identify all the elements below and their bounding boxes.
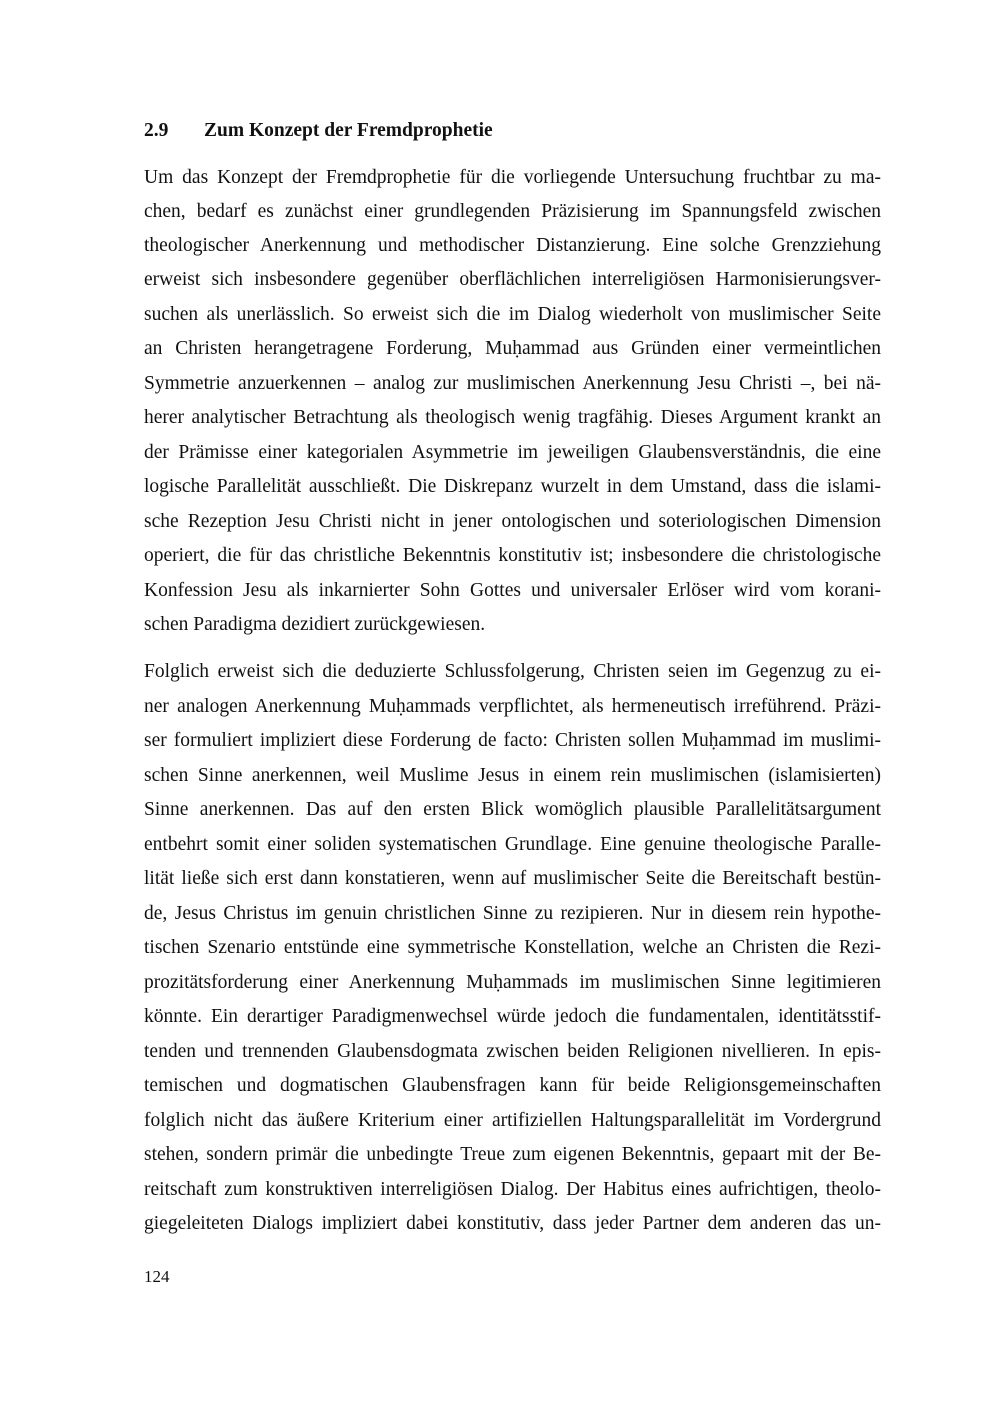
text-line: Um das Konzept der Fremdprophetie für die vorliegende Untersuchung fruchtbar zu ma- bbox=[144, 167, 881, 188]
section-title: Zum Konzept der Fremdprophetie bbox=[204, 120, 493, 141]
text-line: folglich nicht das äußere Kriterium einer artifiziellen Haltungsparallelität im Vordergrund bbox=[144, 1110, 881, 1131]
text-line: könnte. Ein derartiger Paradigmenwechsel würde jedoch die fundamentalen, identitätsstif- bbox=[144, 1006, 881, 1027]
text-line: prozitätsforderung einer Anerkennung Muḥammads im muslimischen Sinne legitimieren bbox=[144, 972, 881, 993]
section-number: 2.9 bbox=[144, 120, 169, 141]
text-line: suchen als unerlässlich. So erweist sich die im Dialog wiederholt von muslimischer Seite bbox=[144, 304, 881, 325]
text-line: tenden und trennenden Glaubensdogmata zwischen beiden Religionen nivellieren. In epis- bbox=[144, 1041, 881, 1062]
text-line: sche Rezeption Jesu Christi nicht in jener ontologischen und soteriologischen Dimension bbox=[144, 511, 881, 532]
text-line: der Prämisse einer kategorialen Asymmetrie im jeweiligen Glaubensverständnis, die eine bbox=[144, 442, 881, 463]
text-line: operiert, die für das christliche Bekenntnis konstitutiv ist; insbesondere die christologische bbox=[144, 545, 881, 566]
text-line: erweist sich insbesondere gegenüber oberflächlichen interreligiösen Harmonisierungsver- bbox=[144, 269, 881, 290]
section-heading bbox=[144, 118, 493, 144]
text-line: temischen und dogmatischen Glaubensfragen kann für beide Religionsgemeinschaften bbox=[144, 1075, 881, 1096]
text-line: reitschaft zum konstruktiven interreligiösen Dialog. Der Habitus eines aufrichtigen, theolo- bbox=[144, 1179, 881, 1200]
text-line: logische Parallelität ausschließt. Die Diskrepanz wurzelt in dem Umstand, dass die islami- bbox=[144, 476, 881, 497]
page-number: 124 bbox=[144, 1267, 170, 1286]
text-line: Sinne anerkennen. Das auf den ersten Blick womöglich plausible Parallelitätsargument bbox=[144, 799, 881, 820]
text-line: lität ließe sich erst dann konstatieren, wenn auf muslimischer Seite die Bereitschaft bestün- bbox=[144, 868, 881, 889]
text-line: Symmetrie anzuerkennen – analog zur muslimischen Anerkennung Jesu Christi –, bei nä- bbox=[144, 373, 881, 394]
text-line: giegeleiteten Dialogs impliziert dabei konstitutiv, dass jeder Partner dem anderen das un- bbox=[144, 1213, 881, 1234]
text-line: tischen Szenario entstünde eine symmetrische Konstellation, welche an Christen die Rezi- bbox=[144, 937, 881, 958]
text-line: theologischer Anerkennung und methodischer Distanzierung. Eine solche Grenzziehung bbox=[144, 235, 881, 256]
text-line: stehen, sondern primär die unbedingte Treue zum eigenen Bekenntnis, gepaart mit der Be- bbox=[144, 1144, 881, 1165]
text-line: Folglich erweist sich die deduzierte Schlussfolgerung, Christen seien im Gegenzug zu ei- bbox=[144, 661, 881, 682]
text-line: schen Paradigma dezidiert zurückgewiesen. bbox=[144, 614, 486, 635]
text-line: ser formuliert impliziert diese Forderung de facto: Christen sollen Muḥammad im muslimi- bbox=[144, 730, 881, 751]
text-line: ner analogen Anerkennung Muḥammads verpflichtet, als hermeneutisch irreführend. Präzi- bbox=[144, 696, 881, 717]
text-line: schen Sinne anerkennen, weil Muslime Jesus in einem rein muslimischen (islamisierten) bbox=[144, 765, 881, 786]
text-line: an Christen herangetragene Forderung, Muḥammad aus Gründen einer vermeintlichen bbox=[144, 338, 881, 359]
text-line: Konfession Jesu als inkarnierter Sohn Gottes und universaler Erlöser wird vom korani- bbox=[144, 580, 881, 601]
text-line: de, Jesus Christus im genuin christlichen Sinne zu rezipieren. Nur in diesem rein hypothe- bbox=[144, 903, 881, 924]
text-line: chen, bedarf es zunächst einer grundlegenden Präzisierung im Spannungsfeld zwischen bbox=[144, 201, 881, 222]
text-line: entbehrt somit einer soliden systematischen Grundlage. Eine genuine theologische Paralle- bbox=[144, 834, 881, 855]
text-line: herer analytischer Betrachtung als theologisch wenig tragfähig. Dieses Argument krankt an bbox=[144, 407, 881, 428]
